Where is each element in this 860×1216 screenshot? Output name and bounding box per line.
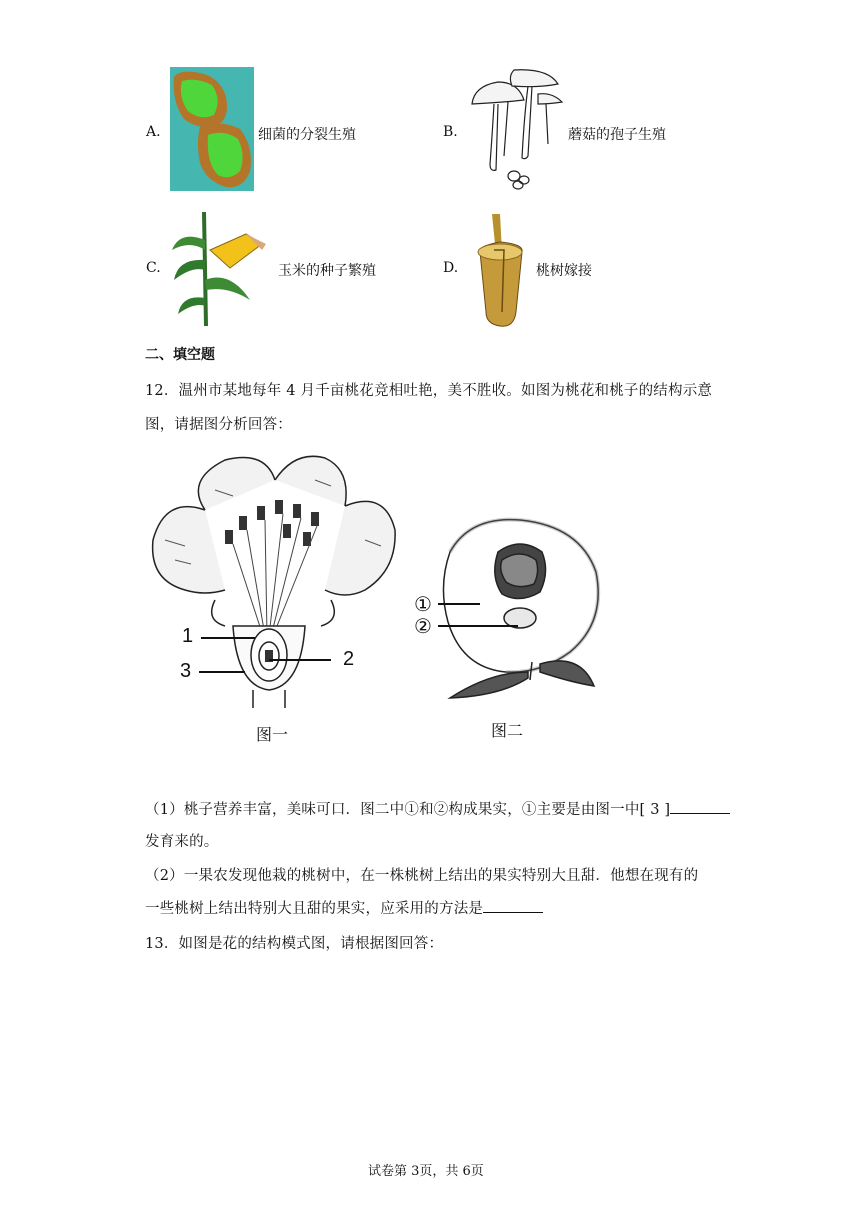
option-c-letter: C.: [146, 260, 161, 276]
figure1-label-1: 1: [182, 625, 194, 647]
corn-plant-image: [170, 210, 270, 326]
mushroom-spore-image: [468, 68, 564, 190]
sub1-line1-text: （1）桃子营养丰富，美味可口．图二中①和②构成果实，①主要是由图一中[ 3 ]: [145, 802, 671, 818]
page-footer: 试卷第 3页，共 6页: [368, 1164, 484, 1179]
option-b-letter: B.: [443, 124, 458, 140]
figure2-peach-diagram: [410, 512, 610, 704]
peach-graft-image: [470, 212, 530, 328]
option-d-text: 桃树嫁接: [536, 263, 592, 279]
sub2-line2-text: 一些桃树上结出特别大且甜的果实，应采用的方法是: [145, 901, 484, 917]
q13-line: 13．如图是花的结构模式图，请根据图回答：: [145, 936, 444, 952]
sub1-line1: [145, 798, 730, 819]
figure1-label-2: 2: [343, 648, 355, 670]
sub2-line2: [145, 897, 543, 918]
q12-line1: 12．温州市某地每年 4 月千亩桃花竞相吐艳，美不胜收。如图为桃花和桃子的结构示意: [145, 383, 713, 399]
figure2-caption: 图二: [491, 721, 524, 740]
sub1-answer-blank[interactable]: [670, 799, 730, 814]
bacteria-division-image: [170, 67, 254, 191]
option-c-text: 玉米的种子繁殖: [278, 263, 376, 279]
sub2-line1: （2）一果农发现他栽的桃树中，在一株桃树上结出的果实特别大且甜．他想在现有的: [145, 868, 699, 884]
option-a-text: 细菌的分裂生殖: [258, 127, 356, 143]
option-d-letter: D.: [443, 260, 459, 276]
figure2-label-2: ②: [414, 616, 432, 638]
section-title: 二、填空题: [145, 347, 215, 363]
q12-line2: 图，请据图分析回答：: [145, 417, 292, 433]
figure1-caption: 图一: [256, 725, 289, 744]
sub1-line2: 发育来的。: [145, 834, 219, 850]
figure1-label-3: 3: [180, 660, 192, 682]
sub2-answer-blank[interactable]: [483, 898, 543, 913]
option-b-text: 蘑菇的孢子生殖: [568, 127, 666, 143]
option-a-letter: A.: [146, 124, 161, 140]
figure2-label-1: ①: [414, 594, 432, 616]
